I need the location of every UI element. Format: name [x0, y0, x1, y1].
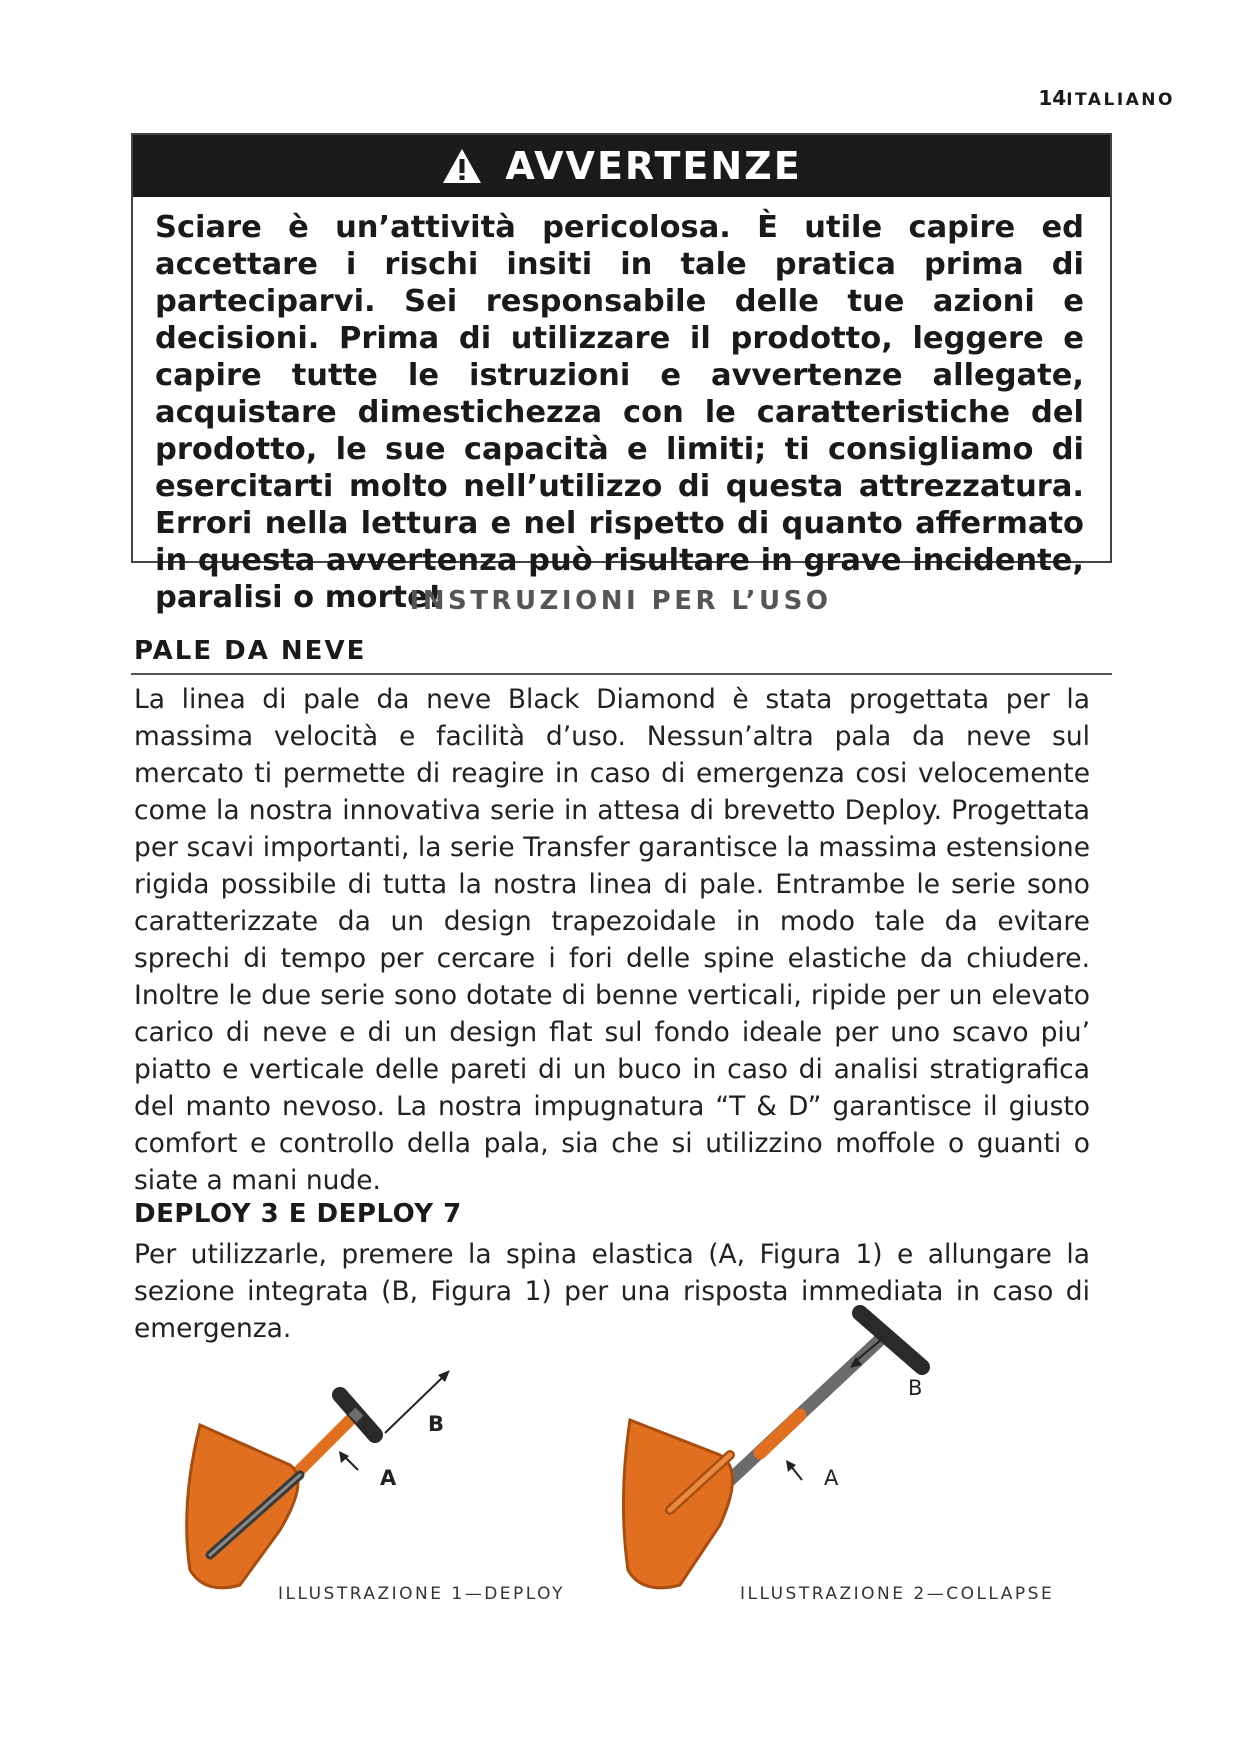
section-text-deploy: Per utilizzarle, premere la spina elastica (A, Figura 1) e allungare la sezione integrata (B, Figura 1) per una risposta immediata in caso di emergenza.	[134, 1239, 1090, 1344]
warning-text: Sciare è un’attività pericolosa. È utile capire ed accettare i rischi insiti in tale pratica prima di parteciparvi. Sei responsabile delle tue azioni e decisioni. Prima di utilizzare il prodotto, leggere e capire tutte le istruzioni e avvertenze allegate, acquistare dimestichezza con le caratteristiche del prodotto, le sue capacità e limiti; ti consigliamo di esercitarti molto nell’utilizzo di questa attrezzatura. Errori nella lettura e nel rispetto di quanto affermato in questa avvertenza può risultare in grave incidente, paralisi o morte!	[155, 210, 1084, 615]
section-heading-pale-da-neve: PALE DA NEVE	[134, 636, 367, 666]
section-heading-deploy: DEPLOY 3 E DEPLOY 7	[134, 1199, 462, 1229]
warning-title-bar	[133, 135, 1110, 197]
page-language: ITALIANO	[1066, 90, 1175, 110]
figure1-caption: ILLUSTRAZIONE 1—DEPLOY	[278, 1584, 565, 1604]
page-header	[1038, 86, 1175, 110]
figure2-label-a: A	[824, 1466, 839, 1490]
shovel-collapse-illustration	[620, 1305, 950, 1595]
figure1-label-a: A	[380, 1466, 397, 1490]
shovel-deploy-illustration	[180, 1355, 480, 1595]
figure2-label-b: B	[908, 1376, 923, 1400]
page-number: 14	[1038, 86, 1067, 110]
warning-title: AVVERTENZE	[505, 144, 802, 188]
instructions-heading: INSTRUZIONI PER L’USO	[409, 586, 832, 616]
figure2-caption: ILLUSTRAZIONE 2—COLLAPSE	[740, 1584, 1055, 1604]
section-text-pale-da-neve: La linea di pale da neve Black Diamond è stata progettata per la massima velocità e facilità d’uso. Nessun’altra pala da neve sul mercato ti permette di reagire in caso di emergenza cosi velocemente come la nostra innovativa serie in attesa di brevetto Deploy. Progettata per scavi importanti, la serie Transfer garantisce la massima estensione rigida possibile di tutta la nostra linea di pale. Entrambe le serie sono caratterizzate da un design trapezoidale in modo tale da evitare sprechi di tempo per cercare i fori delle spine elastiche da chiudere. Inoltre le due serie sono dotate di benne verticali, ripide per un elevato carico di neve e di un design flat sul fondo ideale per uno scavo piu’ piatto e verticale delle pareti di un buco in caso di analisi stratigrafica del manto nevoso. La nostra impugnatura “T & D” garantisce il giusto comfort e controllo della pala, sia che si utilizzino moffole o guanti o siate a mani nude.	[134, 684, 1090, 1196]
figure1-label-b: B	[428, 1412, 445, 1436]
warning-triangle-icon	[441, 147, 483, 185]
section-divider	[131, 673, 1112, 675]
